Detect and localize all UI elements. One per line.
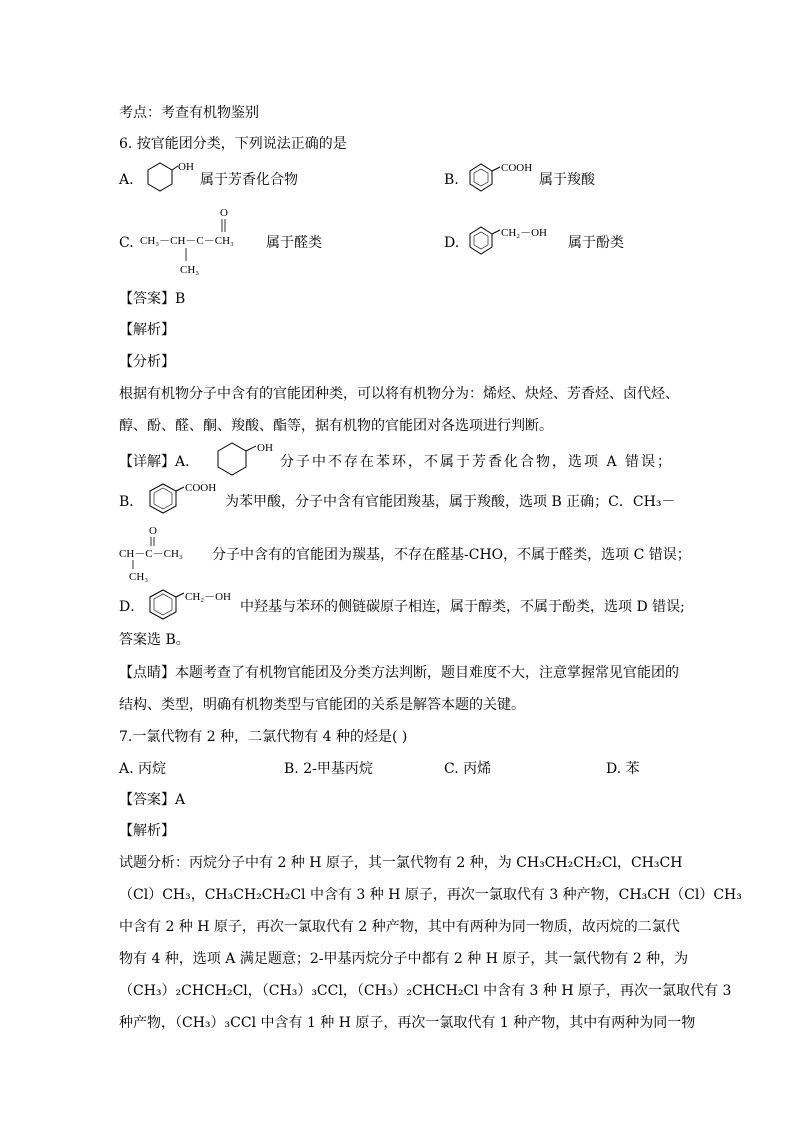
q6-xiangjie-b-letter: B． [119,494,144,510]
q6-option-d-text: 属于酚类 [568,235,624,251]
xj-oh-label: OH [257,442,273,454]
q7-option-b: B. 2-甲基丙烷 [284,761,373,777]
q6-xiangjie-b-text: 为苯甲酸，分子中含有官能团羧基，属于羧酸，选项 B 正确；C．CH₃－ [225,494,676,510]
xj-benzoic-acid-structure [144,480,234,520]
benzoic-acid-structure [464,160,544,200]
q6-stem: 6. 按官能团分类，下列说法正确的是 [119,136,347,152]
xj-ch2oh-label: CH₂－OH [185,591,232,603]
q7-stem: 7.一氯代物有 2 种，二氯代物有 4 种的烃是( ) [119,729,408,745]
xj-cooh-label: COOH [185,482,217,494]
q6-option-a-text: 属于芳香化合物 [200,172,298,188]
benzyl-alcohol-structure [464,223,564,263]
xj-carbonyl-o: O [149,525,157,537]
q6-option-b-text: 属于羧酸 [539,172,595,188]
q6-xiangjie-d-text: 中羟基与苯环的侧链碳原子相连，属于醇类，不属于酚类，选项 D 错误; [240,599,685,615]
q6-option-a-letter: A. [119,172,134,188]
xj-ketone-chain: CH－C－CH₃ [119,548,183,560]
q7-analysis-line-2: （Cl）CH₃，CH₃CH₂CH₂Cl 中含有 3 种 H 原子，再次一氯取代有 3 种产物，CH₃CH（Cl）CH₃ [119,887,742,903]
q6-xiangjie-c-text: 分子中含有的官能团为羰基，不存在醛基-CHO，不属于醛类，选项 C 错误； [212,547,691,563]
q6-dianjing-line-1: 【点睛】本题考查了有机物官能团及分类方法判断，题目难度不大，注意掌握常见官能团的 [119,665,679,681]
q6-analysis-label: 【解析】 [119,322,175,338]
exam-point: 考点：考查有机物鉴别 [119,105,259,121]
q6-dianjing-line-2: 结构、类型，明确有机物类型与官能团的关系是解答本题的关键。 [119,697,525,713]
oh-label: OH [178,161,194,173]
q6-option-c-text: 属于醛类 [266,235,322,251]
q7-analysis-line-5: （CH₃）₂CHCH₂Cl，（CH₃）₃CCl，（CH₃）₂CHCH₂Cl 中含有 3 种 H 原子，再次一氯取代有 3 [119,983,732,999]
xj-benzyl-alcohol-structure [144,586,244,626]
q6-xiangjie-d-letter: D． [119,599,145,615]
ketone-structure [140,203,270,278]
q7-option-c: C. 丙烯 [444,761,492,777]
cyclohexanol-structure [138,160,198,200]
q6-fenxi-line-2: 醇、酚、醛、酮、羧酸、酯等，据有机物的官能团对各选项进行判断。 [119,418,553,434]
q6-fenxi-line-1: 根据有机物分子中含有的官能团种类，可以将有机物分为：烯烃、炔烃、芳香烃、卤代烃、 [119,386,679,402]
q7-analysis-line-4: 物有 4 种，选项 A 满足题意；2-甲基丙烷分子中都有 2 种 H 原子，其一氯代物有 2 种，为 [119,951,689,967]
q6-answer: 【答案】B [119,291,186,307]
ketone-chain: CH₃－CH－C－CH₃ [140,235,234,247]
q6-final-answer: 答案选 B。 [119,632,190,648]
q6-xiangjie-a-text: 分子中不存在苯环，不属于芳香化合物，选项 A 错误； [280,454,674,470]
xj-cyclohexanol-structure [212,440,282,480]
q6-option-b-letter: B. [444,172,459,188]
q6-fenxi-label: 【分析】 [119,354,175,370]
xj-methyl-branch: CH₃ [129,571,149,583]
q7-analysis-label: 【解析】 [119,823,175,839]
q7-answer: 【答案】A [119,792,186,808]
q7-analysis-line-6: 种产物，（CH₃）₃CCl 中含有 1 种 H 原子，再次一氯取代有 1 种产物，其中有两种为同一物 [119,1015,696,1031]
q6-option-c-letter: C. [119,235,134,251]
q6-xiangjie-label: 【详解】A． [119,454,200,470]
cooh-label: COOH [501,162,533,174]
ch2oh-label: CH₂－OH [501,227,548,239]
q7-option-a: A. 丙烷 [119,761,167,777]
q6-option-d-letter: D. [444,235,460,251]
q7-analysis-line-3: 中含有 2 种 H 原子，再次一氯取代有 2 种产物，其中有两种为同一物质，故丙烷的二氯代 [119,919,680,935]
methyl-branch: CH₃ [180,264,200,276]
q7-analysis-line-1: 试题分析：丙烷分子中有 2 种 H 原子，其一氯代物有 2 种，为 CH₃CH₂CH₂Cl，CH₃CH [119,855,683,871]
carbonyl-o: O [220,207,228,219]
q7-option-d: D. 苯 [606,761,640,777]
